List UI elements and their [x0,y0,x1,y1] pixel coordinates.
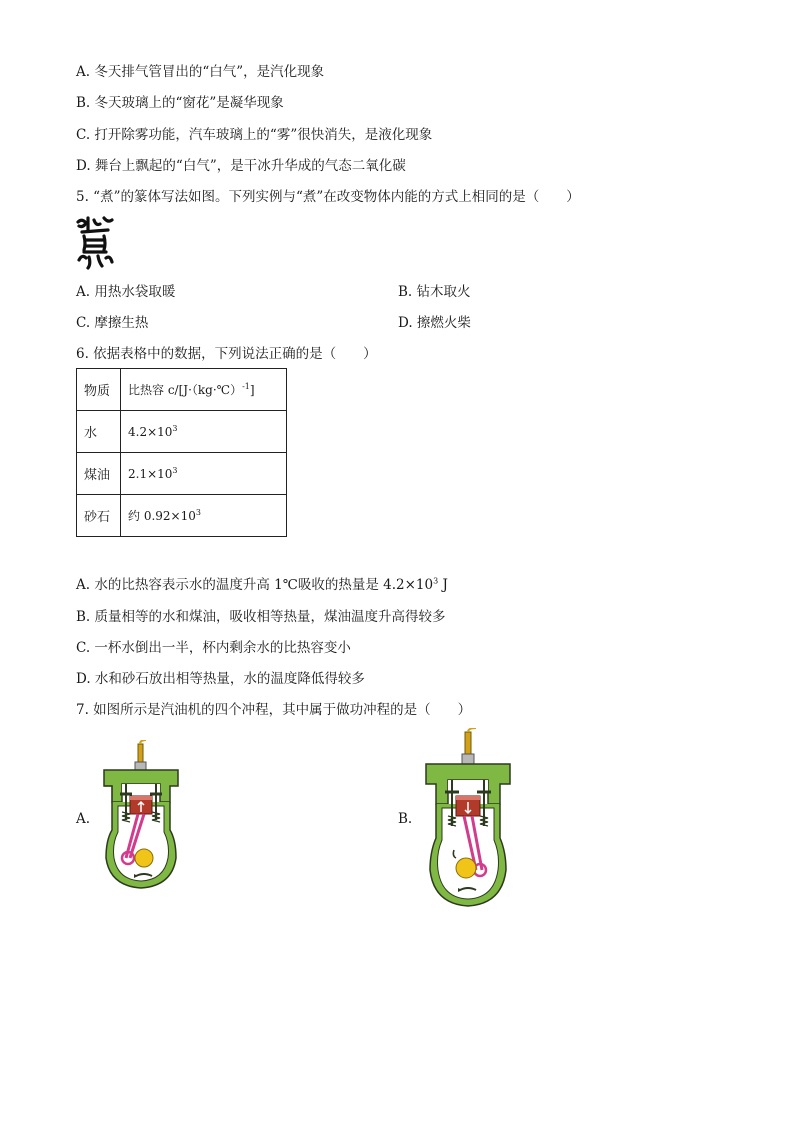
table-header-row [77,369,287,411]
q5-option-c: C. 摩擦生热 [76,315,149,331]
table-header-substance: 物质 [77,369,121,411]
q5-stem: 5. “煮”的篆体写法如图。下列实例与“煮”在改变物体内能的方式上相同的是（ ） [76,189,580,205]
q4-option-d: D. 舞台上飘起的“白气”，是干冰升华成的气态二氧化碳 [76,158,406,174]
q4-option-c: C. 打开除雾功能，汽车玻璃上的“雾”很快消失，是液化现象 [76,127,433,143]
q7-stem: 7. 如图所示是汽油机的四个冲程，其中属于做功冲程的是（ ） [76,702,472,718]
q5-option-d: D. 擦燃火柴 [398,315,471,331]
q6-option-c: C. 一杯水倒出一半，杯内剩余水的比热容变小 [76,640,351,656]
q7-option-b-label: B. [398,811,413,827]
seal-script-zhu-image [74,214,116,270]
q5-option-a: A. 用热水袋取暖 [76,284,176,300]
q7-option-a-label: A. [76,811,91,827]
table-cell-substance: 煤油 [77,453,121,495]
table-cell-value: $2.1\times 10^3$ [121,453,287,495]
table-cell-value: $4.2\times 10^3$ [121,411,287,453]
table-row [77,495,287,537]
engine-stroke-b-image [418,728,518,910]
q6-stem: 6. 依据表格中的数据，下列说法正确的是（ ） [76,346,377,362]
table-header-heat-capacity: 比热容 c/[J·（kg·℃）$^{-1}$] [121,369,287,411]
table-cell-substance: 水 [77,411,121,453]
q6-option-d: D. 水和砂石放出相等热量，水的温度降低得较多 [76,671,365,687]
q4-option-a: A. 冬天排气管冒出的“白气”，是汽化现象 [76,64,325,80]
table-row [77,411,287,453]
engine-stroke-a-image [96,740,186,892]
q6-option-a: A. 水的比热容表示水的温度升高 1℃吸收的热量是 $4.2\times 10^3$ J [76,576,448,593]
q4-option-b: B. 冬天玻璃上的“窗花”是凝华现象 [76,95,284,111]
table-row [77,453,287,495]
specific-heat-table [76,368,287,537]
q6-option-b: B. 质量相等的水和煤油，吸收相等热量，煤油温度升高得较多 [76,609,446,625]
q5-option-b: B. 钻木取火 [398,284,471,300]
table-cell-substance: 砂石 [77,495,121,537]
table-cell-value: 约 $0.92\times 10^3$ [121,495,287,537]
